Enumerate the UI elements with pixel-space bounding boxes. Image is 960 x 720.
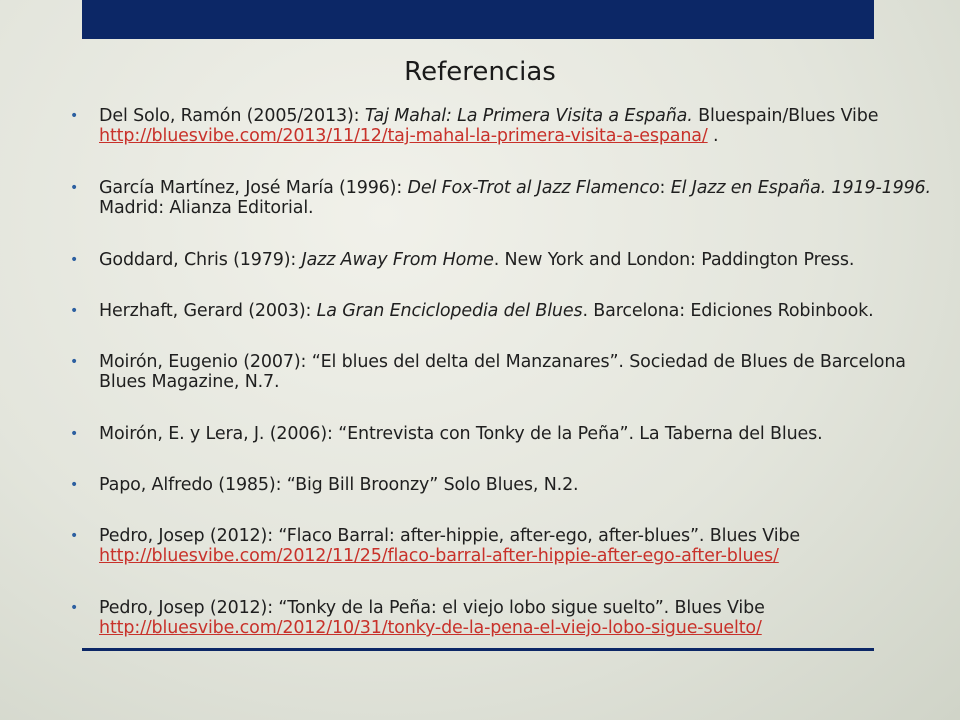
reference-text: Moirón, Eugenio (2007): “El blues del delta del Manzanares”. Sociedad de Blues de Barcelona <box>99 352 906 372</box>
reference-list <box>70 106 945 670</box>
reference-publisher: . Barcelona: Ediciones Robinbook. <box>582 301 874 321</box>
reference-item <box>70 106 945 178</box>
reference-text: Pedro, Josep (2012): “Flaco Barral: after-hippie, after-ego, after-blues”. Blues Vibe <box>99 526 800 546</box>
slide-title: Referencias <box>404 57 556 87</box>
reference-subtitle: El Jazz en España. 1919-1996. <box>670 178 931 198</box>
reference-trailing: . <box>707 126 719 146</box>
reference-title: La Gran Enciclopedia del Blues <box>316 301 583 321</box>
reference-item <box>70 301 945 352</box>
footer-divider <box>82 648 874 651</box>
reference-item <box>70 598 945 670</box>
bullet-icon: • <box>70 477 79 493</box>
reference-author: Del Solo, Ramón (2005/2013): <box>99 106 365 126</box>
reference-item <box>70 526 945 598</box>
reference-item <box>70 475 945 526</box>
reference-item <box>70 424 945 475</box>
reference-link[interactable]: http://bluesvibe.com/2013/11/12/taj-mahal-la-primera-visita-a-espana/ <box>99 126 708 146</box>
reference-source: Bluespain/Blues Vibe <box>692 106 879 126</box>
reference-author: Herzhaft, Gerard (2003): <box>99 301 317 321</box>
bullet-icon: • <box>70 180 79 196</box>
reference-author: García Martínez, José María (1996): <box>99 178 408 198</box>
reference-link[interactable]: http://bluesvibe.com/2012/10/31/tonky-de-la-pena-el-viejo-lobo-sigue-suelto/ <box>99 618 762 638</box>
reference-text: Moirón, E. y Lera, J. (2006): “Entrevista con Tonky de la Peña”. La Taberna del Blues. <box>99 424 823 444</box>
reference-publisher: Madrid: Alianza Editorial. <box>99 198 314 218</box>
bullet-icon: • <box>70 303 79 319</box>
bullet-icon: • <box>70 354 79 370</box>
reference-separator: : <box>659 178 671 198</box>
reference-author: Goddard, Chris (1979): <box>99 250 302 270</box>
reference-title: Del Fox-Trot al Jazz Flamenco <box>407 178 660 198</box>
reference-title: Taj Mahal: La Primera Visita a España. <box>364 106 693 126</box>
reference-item <box>70 352 945 424</box>
bullet-icon: • <box>70 528 79 544</box>
reference-title: Jazz Away From Home <box>301 250 494 270</box>
reference-text: Pedro, Josep (2012): “Tonky de la Peña: el viejo lobo sigue suelto”. Blues Vibe <box>99 598 765 618</box>
bullet-icon: • <box>70 600 79 616</box>
reference-item <box>70 178 945 250</box>
reference-text: Papo, Alfredo (1985): “Big Bill Broonzy” Solo Blues, N.2. <box>99 475 579 495</box>
reference-text-continued: Blues Magazine, N.7. <box>99 372 280 392</box>
bullet-icon: • <box>70 252 79 268</box>
reference-link[interactable]: http://bluesvibe.com/2012/11/25/flaco-barral-after-hippie-after-ego-after-blues/ <box>99 546 779 566</box>
reference-publisher: . New York and London: Paddington Press. <box>493 250 855 270</box>
bullet-icon: • <box>70 426 79 442</box>
header-bar <box>82 0 874 39</box>
reference-item <box>70 250 945 301</box>
bullet-icon: • <box>70 108 79 124</box>
